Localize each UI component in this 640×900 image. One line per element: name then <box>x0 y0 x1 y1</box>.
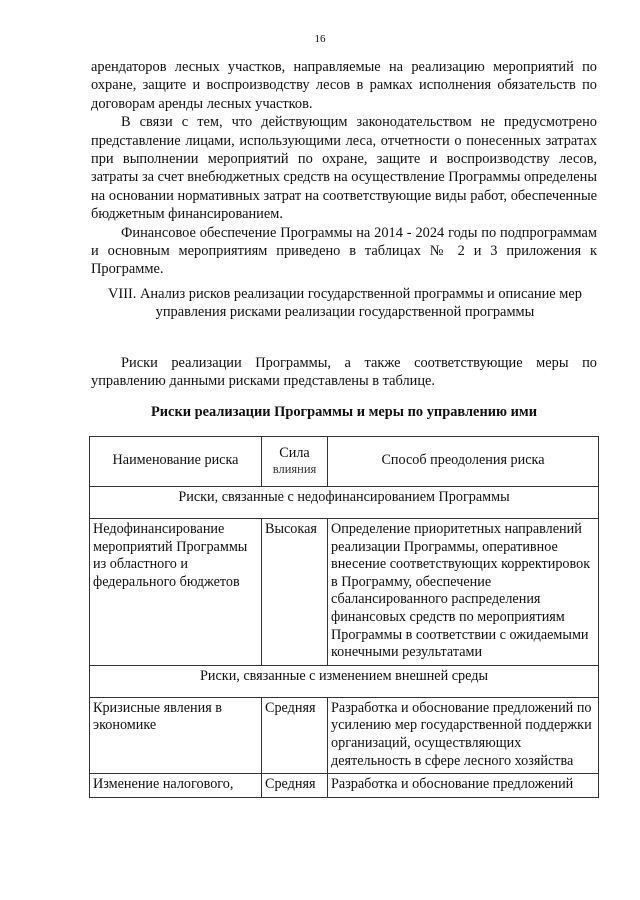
group-title: Риски, связанные с изменением внешней среды <box>90 665 599 697</box>
paragraph-reporting: В связи с тем, что действующим законодательством не предусмотрено представление лицами, использующими леса, отчетности о понесенных затратах при выполнении мероприятий по охране, защите и воспроизводству лесов, затраты за счет внебюджетных средств на осуществление Программы определены на основании нормативных затрат на соответствующие виды работ, обеспеченные бюджетным финансированием. <box>91 114 597 223</box>
header-power <box>262 437 328 487</box>
intro-paragraph: Риски реализации Программы, а также соответствующие меры по управлению данными рисками представлены в таблице. <box>91 355 597 390</box>
group-row-external <box>90 665 599 697</box>
group-title: Риски, связанные с недофинансированием Программы <box>90 487 599 519</box>
risk-method: Определение приоритетных направлений реализации Программы, оперативное внесение соответствующих корректировок в Программу, обеспечение сбалансированного распределения финансовых средств по мероприятиям Программы в соответствии с ожидаемыми конечными результатами <box>328 519 599 666</box>
table-row <box>90 774 599 798</box>
risk-power: Средняя <box>262 697 328 773</box>
header-power-line2: влияния <box>272 462 317 477</box>
table-header-row <box>90 437 599 487</box>
body-text <box>91 58 597 279</box>
table-row <box>90 519 599 666</box>
risk-method: Разработка и обоснование предложений по усилению мер государственной поддержки организаций, осуществляющих деятельность в сфере лесного хозяйства <box>328 697 599 773</box>
paragraph-continuation: арендаторов лесных участков, направляемые на реализацию мероприятий по охране, защите и воспроизводству лесов в рамках исполнения обязательств по договорам аренды лесных участков. <box>91 59 597 112</box>
risk-power: Средняя <box>262 774 328 798</box>
risk-name: Кризисные явления в экономике <box>90 697 262 773</box>
paragraph-financing: Финансовое обеспечение Программы на 2014 - 2024 годы по подпрограммам и основным мероприятиям приведено в таблицах № 2 и 3 приложения к Программе. <box>91 224 597 278</box>
risks-table <box>89 436 599 798</box>
table-row <box>90 697 599 773</box>
header-power-line1: Сила <box>279 444 310 461</box>
header-risk-name: Наименование риска <box>90 437 262 487</box>
table-title: Риски реализации Программы и меры по управлению ими <box>150 404 538 420</box>
risk-name: Недофинансирование мероприятий Программы из областного и федерального бюджетов <box>90 519 262 666</box>
risk-name: Изменение налогового, <box>90 774 262 798</box>
group-row-underfunding <box>90 487 599 519</box>
header-method: Способ преодоления риска <box>328 437 599 487</box>
risk-power: Высокая <box>262 519 328 666</box>
risk-method: Разработка и обоснование предложений <box>328 774 599 798</box>
section-heading: VIII. Анализ рисков реализации государственной программы и описание мер управления рисками реализации государственной программы <box>108 286 582 321</box>
page-number: 16 <box>314 33 326 45</box>
